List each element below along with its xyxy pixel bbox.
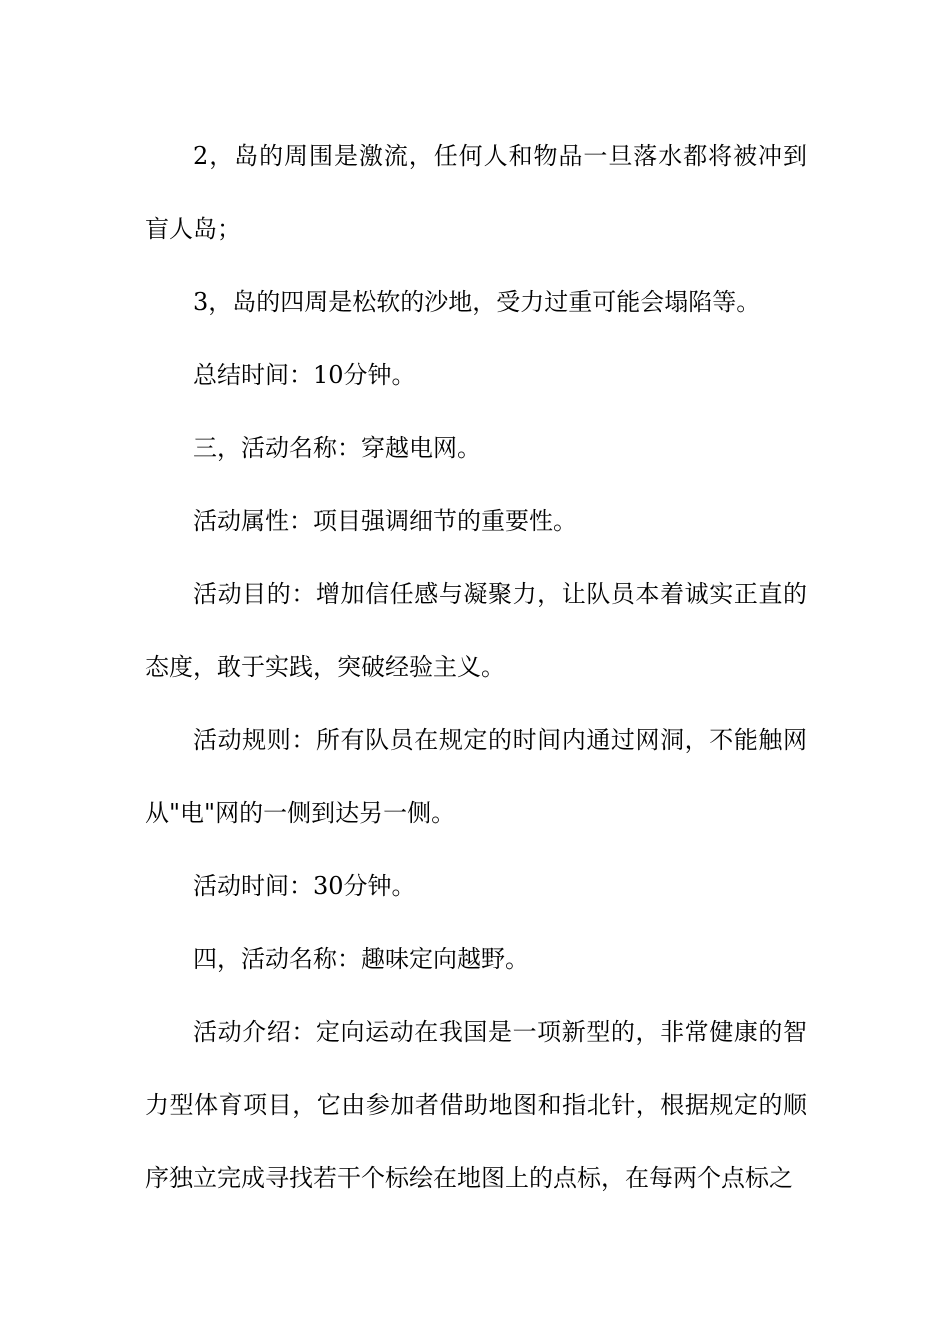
paragraph-activity-3-purpose: 活动目的：增加信任感与凝聚力，让队员本着诚实正直的态度，敢于实践，突破经验主义。 <box>145 580 807 681</box>
paragraph-activity-3-time: 活动时间：30分钟。 <box>193 872 416 900</box>
paragraph-activity-3-attribute: 活动属性：项目强调细节的重要性。 <box>193 507 577 535</box>
paragraph-activity-3-rules: 活动规则：所有队员在规定的时间内通过网洞，不能触网从"电"网的一侧到达另一侧。 <box>145 726 807 827</box>
paragraph-activity-3-name: 三，活动名称：穿越电网。 <box>193 434 481 462</box>
paragraph-activity-4-name: 四，活动名称：趣味定向越野。 <box>193 945 529 973</box>
paragraph-island-currents: 2，岛的周围是激流，任何人和物品一旦落水都将被冲到盲人岛； <box>145 142 807 243</box>
paragraph-summary-time: 总结时间：10分钟。 <box>193 361 416 389</box>
paragraph-island-sand: 3，岛的四周是松软的沙地，受力过重可能会塌陷等。 <box>193 288 761 316</box>
document-page <box>145 120 807 1215</box>
paragraph-activity-4-intro: 活动介绍：定向运动在我国是一项新型的，非常健康的智力型体育项目，它由参加者借助地图和指北针，根据规定的顺序独立完成寻找若干个标绘在地图上的点标，在每两个点标之 <box>145 1018 807 1192</box>
